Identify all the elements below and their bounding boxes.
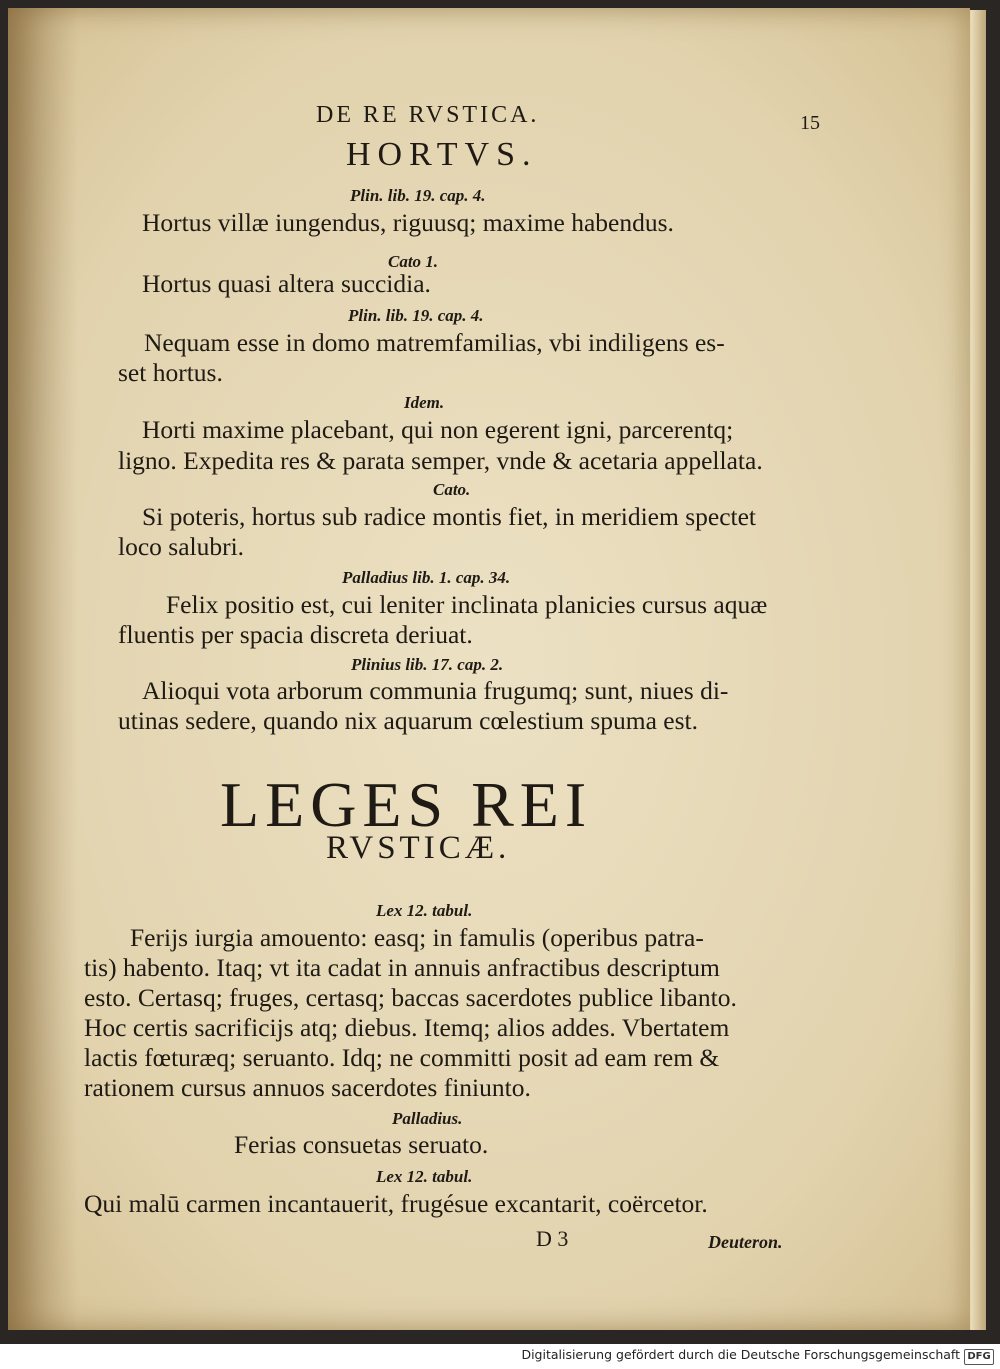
section-heading-hortus: HORTVS.	[346, 136, 538, 173]
text-line: fluentis per spacia discreta deriuat.	[118, 620, 473, 649]
section-heading-leges: LEGES REI	[220, 769, 593, 840]
text-line: Nequam esse in domo matremfamilias, vbi indiligens es-	[144, 328, 725, 357]
text-line: Horti maxime placebant, qui non egerent igni, parcerentq;	[142, 415, 734, 444]
text-line: Felix positio est, cui leniter inclinata planicies cursus aquæ	[166, 590, 768, 619]
running-head: DE RE RVSTICA.	[316, 102, 540, 128]
citation: Palladius.	[392, 1109, 463, 1128]
folio-number: 15	[800, 112, 820, 134]
text-line: Ferias consuetas seruato.	[234, 1130, 489, 1159]
text-line: Hoc certis sacrificijs atq; diebus. Itemq; alios addes. Vbertatem	[84, 1013, 730, 1042]
text-line: Hortus quasi altera succidia.	[142, 269, 431, 298]
footer-bar	[0, 1344, 1000, 1369]
citation: Plin. lib. 19. cap. 4.	[350, 186, 486, 205]
citation: Cato 1.	[388, 252, 439, 271]
text-line: Ferijs iurgia amouento: easq; in famulis (operibus patra-	[130, 923, 704, 952]
funding-credit: Digitalisierung gefördert durch die Deutsche Forschungsgemeinschaft	[521, 1347, 960, 1362]
citation: Cato.	[433, 480, 471, 499]
citation: Plin. lib. 19. cap. 4.	[348, 306, 484, 325]
text-line: tis) habento. Itaq; vt ita cadat in annuis anfractibus descriptum	[84, 953, 720, 982]
section-subheading-rusticae: RVSTICÆ.	[326, 830, 511, 866]
citation: Lex 12. tabul.	[376, 1167, 473, 1186]
text-line: rationem cursus annuos sacerdotes finiunto.	[84, 1073, 531, 1102]
text-line: Hortus villæ iungendus, riguusq; maxime habendus.	[142, 208, 674, 237]
text-line: lactis fœturæq; seruanto. Idq; ne committi posit ad eam rem &	[84, 1043, 720, 1072]
citation: Lex 12. tabul.	[376, 901, 473, 920]
citation: Idem.	[404, 393, 445, 412]
text-line: Si poteris, hortus sub radice montis fiet, in meridiem spectet	[142, 502, 757, 531]
text-line: Qui malū carmen incantauerit, frugésue excantarit, coërcetor.	[84, 1189, 708, 1218]
dfg-logo: DFG	[964, 1349, 994, 1365]
book-page	[8, 8, 970, 1330]
citation: Plinius lib. 17. cap. 2.	[351, 655, 504, 674]
catchword: Deuteron.	[708, 1232, 783, 1252]
text-line: esto. Certasq; fruges, certasq; baccas sacerdotes publice libanto.	[84, 983, 737, 1012]
citation: Palladius lib. 1. cap. 34.	[342, 568, 511, 587]
text-line: loco salubri.	[118, 532, 245, 561]
text-line: set hortus.	[118, 358, 223, 387]
text-line: Alioqui vota arborum communia frugumq; sunt, niues di-	[142, 676, 729, 705]
text-line: utinas sedere, quando nix aquarum cœlestium spuma est.	[118, 706, 698, 735]
signature-mark: D 3	[536, 1226, 569, 1251]
text-line: ligno. Expedita res & parata semper, vnde & acetaria appellata.	[118, 446, 763, 475]
